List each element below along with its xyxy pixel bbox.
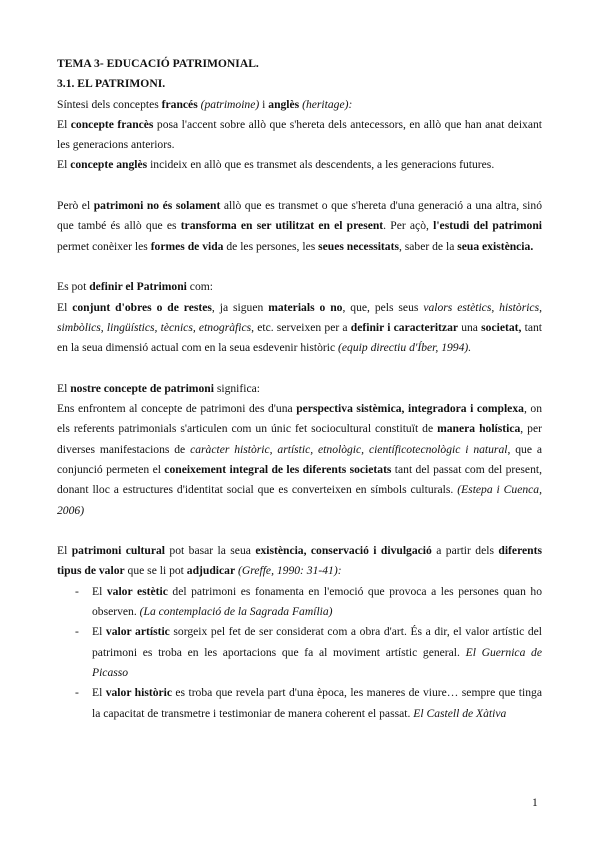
text-run: concepte francès — [70, 117, 154, 131]
text-run: posa l'accent sobre allò que s'hereta dels antecessors, en allò que han anat deixant les generacions anteriors. — [57, 117, 542, 152]
text-run: , que, pels seus — [342, 300, 424, 314]
bullet-dash: - — [75, 625, 79, 639]
text-run: com: — [186, 280, 213, 294]
text-run: perspectiva sistèmica, integradora i complexa — [296, 402, 524, 416]
text-run: El — [57, 117, 71, 131]
text-run: patrimoni cultural — [71, 544, 166, 558]
text-run: patrimoni no és solament — [93, 199, 221, 213]
text-run: definir i caracteritzar — [350, 320, 459, 334]
text-run: , ja siguen — [211, 300, 269, 314]
text-run: (equip directiu d'Íber, 1994). — [338, 341, 472, 355]
text-run: , on els referents patrimonials s'articulen com un únic fet sociocultural constituït de — [57, 402, 542, 436]
text-run: Síntesi dels conceptes — [57, 97, 162, 111]
text-run: que se li pot — [124, 564, 187, 578]
text-run: l'estudi del patrimoni — [433, 219, 542, 233]
paragraph — [57, 196, 542, 257]
text-run: pot basar la seua — [165, 544, 256, 558]
text-run: incideix en allò que es transmet als descendents, a les generacions futures. — [147, 158, 495, 172]
text-run: societat, — [481, 320, 522, 334]
text-run: coneixement integral de les diferents societats — [164, 462, 392, 476]
page-number: 1 — [532, 796, 538, 809]
text-run: seues necessitats — [318, 239, 399, 253]
text-run: formes de vida — [150, 239, 224, 253]
paragraph — [57, 399, 542, 521]
bullet-dash: - — [75, 686, 79, 700]
text-run: El — [57, 544, 72, 558]
subsection-title: 3.1. EL PATRIMONI. — [57, 77, 166, 91]
text-run: valor històric — [105, 686, 173, 700]
text-run: significa: — [213, 381, 260, 395]
text-run: Ens enfrontem al concepte de patrimoni des d'una — [57, 402, 297, 416]
text-run: El Castell de Xàtiva — [413, 706, 507, 720]
section-title: TEMA 3- EDUCACIÓ PATRIMONIAL. — [57, 57, 259, 70]
text-run: (La contemplació de la Sagrada Família) — [139, 605, 333, 619]
text-run: Però el — [57, 199, 94, 213]
paragraph — [57, 379, 542, 399]
text-run: , etc. serveixen per a — [251, 320, 351, 334]
bullet-dash: - — [75, 584, 79, 598]
text-run: una — [458, 320, 482, 334]
text-run: caràcter històric, artístic, etnològic, científicotecnològic i natural — [190, 442, 508, 456]
list-item-text — [92, 686, 542, 719]
text-run: concepte anglès — [70, 158, 148, 172]
text-run: materials o no — [268, 300, 343, 314]
text-run: . Per açò, — [383, 219, 434, 233]
text-run: es troba que revela part d'una època, les maneres de viure… sempre que tinga la capacitat de transmetre i testimoniar de manera coherent el passat. — [92, 686, 542, 720]
paragraph — [57, 155, 542, 175]
text-run: valors estètics, històrics, simbòlics, lingüístics, tècnics, etnogràfics — [57, 300, 542, 334]
text-run: definir el Patrimoni — [89, 280, 187, 294]
text-run: El — [92, 584, 107, 598]
paragraph — [57, 115, 542, 156]
paragraph — [57, 541, 542, 582]
text-run: adjudicar — [186, 564, 236, 578]
text-run: a partir dels — [431, 544, 499, 558]
text-run: , per diverses manifestacions de — [57, 422, 542, 456]
list-item — [57, 582, 542, 623]
text-run: de les persones, les — [223, 239, 319, 253]
text-run: El Guernica de Picasso — [92, 645, 542, 679]
text-run: sorgeix pel fet de ser considerat com a obra d'art. És a dir, el valor artístic del patrimoni es troba en les aportacions que fa al moviment artístic general. — [92, 625, 542, 659]
document-body — [57, 54, 542, 724]
list-item-text — [92, 585, 542, 618]
text-run: El — [92, 686, 106, 700]
list-item-text — [92, 625, 542, 679]
text-run: valor artístic — [105, 625, 170, 639]
text-run: francés — [161, 97, 198, 111]
value-type-list — [57, 582, 542, 724]
text-run: , saber de la — [398, 239, 458, 253]
text-run: valor estètic — [106, 584, 168, 598]
text-run: (Estepa i Cuenca, 2006) — [57, 483, 542, 517]
text-run: tant en la seua dimensió actual com en la seua esdevenir històric — [57, 320, 542, 355]
text-run: i — [259, 97, 269, 111]
text-run: (Greffe, 1990: 31-41): — [238, 564, 342, 578]
text-run: El — [57, 381, 71, 395]
text-run: , que a conjunció permeten el — [57, 442, 542, 476]
list-item — [57, 683, 542, 724]
paragraph — [57, 277, 542, 297]
text-run: permet conèixer les — [57, 239, 151, 253]
text-run: allò que es transmet o que s'hereta d'una generació a una altra, sinó que també és allò que es — [57, 199, 542, 233]
text-run: transforma en ser utilitzat en el present — [180, 219, 384, 233]
text-run: conjunt d'obres o de restes — [72, 300, 212, 314]
text-run: del patrimoni es fonamenta en l'emoció que provoca a les persones quan ho observen. — [92, 584, 543, 619]
text-run: (patrimoine) — [200, 97, 260, 111]
list-item — [57, 622, 542, 683]
text-run: anglès — [268, 97, 300, 111]
text-run: (heritage): — [302, 97, 353, 111]
text-run: diferents tipus de valor — [57, 544, 542, 578]
text-run: El — [92, 625, 106, 639]
text-run: tant del passat com del present, donant lloc a estructures d'identitat social que es converteixen en símbols culturals. — [57, 462, 542, 497]
paragraph — [57, 298, 542, 359]
text-run: nostre concepte de patrimoni — [70, 381, 214, 395]
text-run: seua existència. — [457, 239, 534, 253]
paragraph — [57, 95, 542, 115]
text-run: manera holística — [437, 422, 521, 436]
text-run: Es pot — [57, 280, 90, 294]
text-run: El — [57, 300, 73, 314]
text-run: El — [57, 158, 71, 172]
text-run: existència, conservació i divulgació — [255, 544, 432, 558]
